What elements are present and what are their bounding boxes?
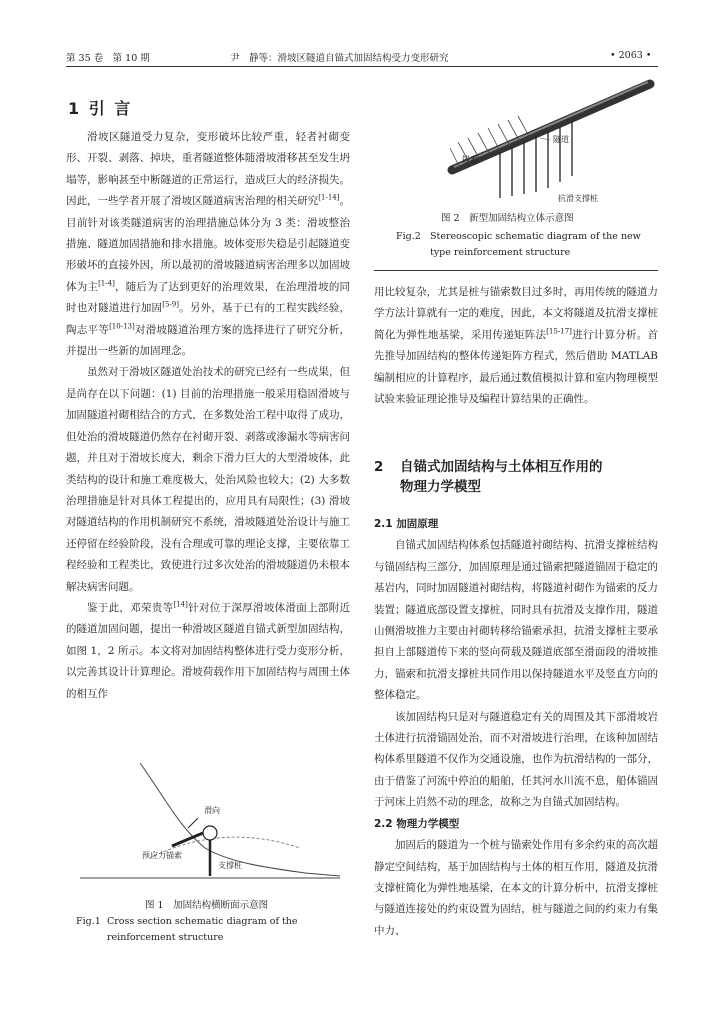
- label-anchor-cable: 预应力锚索: [142, 851, 182, 860]
- paragraph: 滑坡区隧道受力复杂，变形破坏比较严重，轻者衬砌变形、开裂、剥落、掉块，重者隧道整体随滑坡滑移甚至发生坍塌等，影响甚至中断隧道的正常运行，造成巨大的经济损失。因此，一些学者开展了滑坡区隧道病害治理的相关研究[1-14]。目前针对该类隧道病害的治理措施总体分为 3 类：滑坡整治措施、隧道加固措施和排水措施。坡体变形失稳是引起隧道变形破坏的直接外因，所以最初的滑坡隧道病害治理多以加固坡体为主[1-4]，随后为了达到更好的治理效果，在治理滑坡的同时也对隧道进行加固[5-9]。另外，基于已有的工程实践经验，陶志平等[10-13]对滑坡隧道治理方案的选择进行了研究分析，并提出一些新的加固理念。: [66, 131, 351, 358]
- paragraph: 用比较复杂，尤其是桩与锚索数目过多时，再用传统的隧道力学方法计算就有一定的难度，因此，本文将隧道及抗滑支撑桩简化为弹性地基梁，采用传递矩阵法[15-17]进行计算分析。首先推导加固结构的整体传递矩阵方程式，然后借助 MATLAB 编制相应的计算程序，最后通过数值模拟计算和室内物理模型试验来验证理论推导及编程计算结果的正确性。: [374, 286, 659, 406]
- paragraph: 加固后的隧道为一个桩与锚索处作用有多余约束的高次超静定空间结构，基于加固结构与土体的相互作用，隧道及抗滑支撑桩简化为弹性地基梁，在本文的计算分析中，抗滑支撑桩与隧道连接处的约束设置为固结，桩与隧道之间的约束力有集中力、: [374, 839, 658, 937]
- paragraph: 鉴于此，邓荣贵等[14]针对位于深厚滑坡体滑面上部附近的隧道加固问题，提出一种滑坡区隧道自锚式新型加固结构，如图 1，2 所示。本文将对加固结构整体进行受力变形分析，以完善其设计计算理论。滑坡荷载作用下加固结构与周围土体的相互作: [66, 600, 351, 700]
- figure-1-cross-section: [70, 758, 350, 893]
- subsection-2-2-heading: 2.2 物理力学模型: [374, 817, 460, 830]
- label-tunnel: 隧道: [553, 135, 569, 144]
- running-header-title: 尹 静等：滑坡区隧道自锚式加固结构受力变形研究: [230, 53, 449, 64]
- label-antislide-pile: 抗滑支撑桩: [558, 194, 598, 203]
- right-column-section2: [374, 514, 658, 942]
- page-number: • 2063 •: [610, 50, 652, 61]
- running-header-volume: 第 35 卷 第 10 期: [66, 53, 150, 64]
- figure-2-3d-view: [440, 78, 660, 208]
- anchor-cable: [172, 833, 203, 846]
- left-column: [66, 127, 350, 705]
- label-anchor-cable: 锚索: [462, 155, 478, 164]
- figure-2-separator: [374, 270, 658, 271]
- section-1-heading: 1 引 言: [68, 99, 133, 118]
- right-column-intro: [374, 282, 658, 410]
- label-slide-direction: 滑向: [204, 806, 220, 815]
- figure-2-caption-cn: 图 2 新型加固结构立体示意图: [441, 213, 574, 224]
- figure-1-caption-cn: 图 1 加固结构横断面示意图: [145, 900, 269, 911]
- paragraph: 自锚式加固结构体系包括隧道衬砌结构、抗滑支撑桩结构与锚固结构三部分，加固原理是通过锚索把隧道锚固于稳定的基岩内，同时加固隧道衬砌结构，将隧道衬砌作为锚索的反力装置；隧道底部设置支撑桩，同时具有抗滑及支撑作用，隧道山侧滑坡推力主要由衬砌转移给锚索承担，抗滑支撑桩主要承担自上部隧道传下来的竖向荷载及隧道底部至滑面段的滑坡推力，锚索和抗滑支撑桩共同作用以保持隧道水平及竖直方向的整体稳定。: [374, 539, 658, 702]
- paragraph: 虽然对于滑坡区隧道处治技术的研究已经有一些成果，但是尚存在以下问题：(1) 目前的治理措施一般采用稳固滑坡与加固隧道衬砌相结合的方式，在多数处治工程中取得了成功，但处治的滑坡隧道仍然存在衬砌开裂、剥落或渗漏水等病害问题，并且对于滑坡长度大，剩余下滑力巨大的大型滑坡体，此类结构的设计和施工难度极大，处治风险也较大；(2) 大多数治理措施是针对具体工程提出的，应用具有局限性；(3) 滑坡对隧道结构的作用机制研究不系统，滑坡隧道处治设计与施工还停留在经验阶段，没有合理或可靠的理论支撑，主要依靠工程经验和工程类比，致使进行过多次处治的滑坡隧道仍未根本解决病害问题。: [66, 366, 350, 593]
- subsection-2-1-heading: 2.1 加固原理: [374, 518, 439, 530]
- slide-arrow: [188, 818, 198, 828]
- tunnel-section: [203, 826, 217, 840]
- header-rule: [66, 66, 658, 67]
- paragraph: 该加固结构只是对与隧道稳定有关的周围及其下部滑坡岩土体进行抗滑锚固处治，而不对滑坡进行治理，在该种加固结构体系里隧道不仅作为交通设施，也作为抗滑结构的一部分，由于借鉴了河流中停泊的船舶，任其河水川流不息，船体锚固于河床上岿然不动的理念，故称之为自锚式加固结构。: [374, 710, 658, 809]
- tunnel-highlight: [454, 82, 648, 167]
- figure-1-caption-en: Fig.1 Cross section schematic diagram of the reinforcement structure: [76, 916, 298, 943]
- figure-2-caption-en: Fig.2 Stereoscopic schematic diagram of the new type reinforcement structure: [396, 231, 641, 258]
- label-support-pile: 支撑桩: [218, 861, 242, 870]
- tunnel-body: [452, 84, 650, 170]
